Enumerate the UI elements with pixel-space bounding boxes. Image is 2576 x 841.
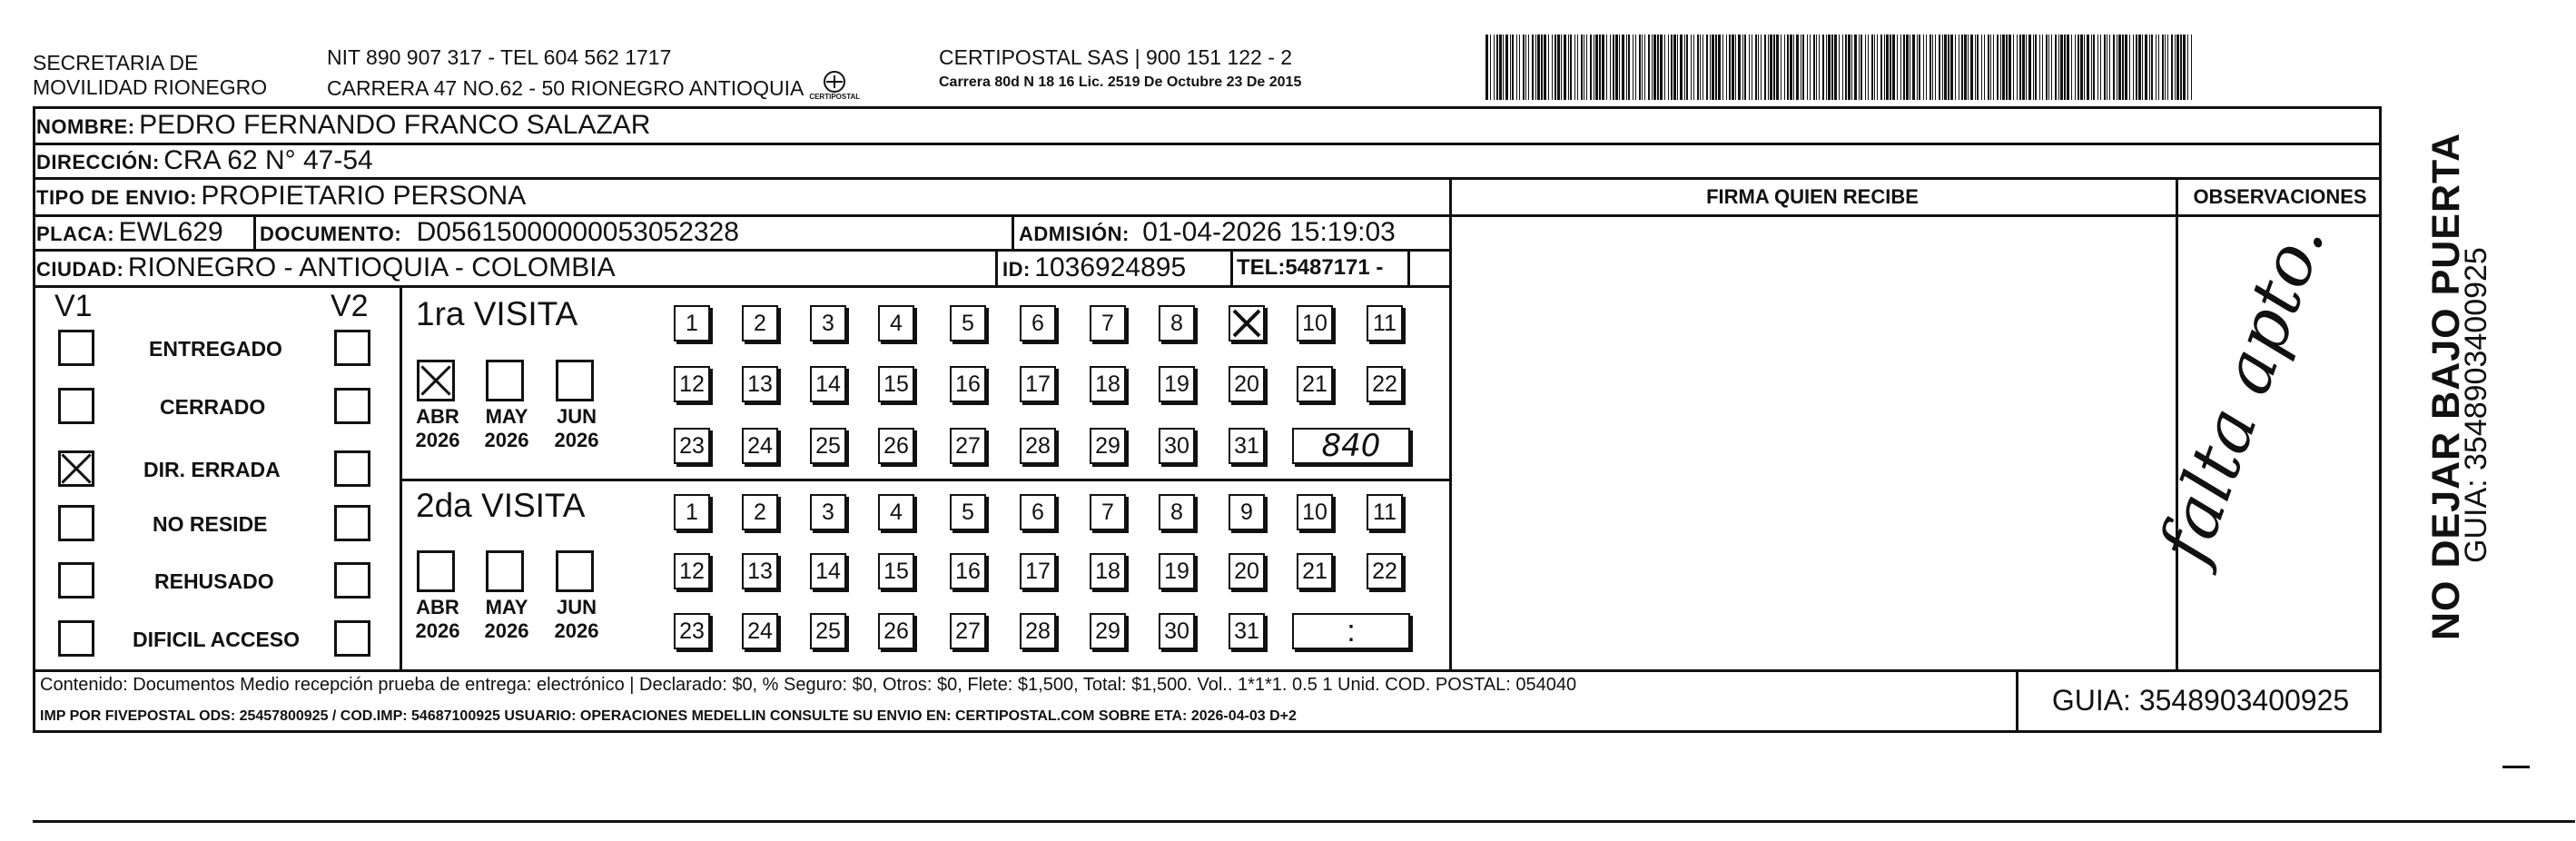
id-value: 1036924895 (1034, 252, 1187, 282)
visit1-day-box[interactable]: 24 (742, 428, 778, 464)
month-year: 2026 (484, 619, 529, 642)
admision-cell (1019, 216, 1396, 253)
visit1-day-box[interactable]: 26 (878, 428, 914, 464)
visit2-day-box[interactable]: 12 (674, 553, 710, 589)
certipostal-logo (809, 70, 860, 101)
visit2-day-box[interactable]: 6 (1020, 494, 1056, 530)
placa-label: PLACA: (36, 223, 115, 245)
logo-text: CERTIPOSTAL (809, 93, 861, 101)
ciudad-label: CIUDAD: (36, 258, 124, 281)
id-cell (1002, 252, 1186, 289)
visit2-day-box[interactable]: 13 (742, 553, 778, 589)
barcode (1485, 35, 2203, 100)
address-line: CARRERA 47 NO.62 - 50 RIONEGRO ANTIOQUIA (327, 76, 804, 100)
visit2-day-box[interactable]: 31 (1229, 613, 1265, 649)
visit1-day-box[interactable]: 3 (810, 305, 846, 341)
admision-label: ADMISIÓN: (1019, 223, 1130, 245)
courier-name: CERTIPOSTAL SAS | 900 151 122 - 2 (939, 45, 1293, 69)
visit1-day-box[interactable]: 15 (878, 366, 914, 402)
placa-cell (36, 216, 223, 253)
visit1-month-checkbox[interactable] (556, 360, 594, 401)
visit1-day-box[interactable]: 7 (1090, 305, 1126, 341)
direccion-value: CRA 62 N° 47-54 (163, 145, 373, 175)
documento-value: D05615000000053052328 (416, 217, 739, 247)
observation-handwriting: falta apto. (2143, 211, 2341, 573)
visit2-day-box[interactable]: 29 (1090, 613, 1126, 649)
visit2-day-box[interactable]: 30 (1159, 613, 1195, 649)
visit1-day-box[interactable]: 11 (1367, 305, 1403, 341)
visit2-day-box[interactable]: 7 (1090, 494, 1126, 530)
visit1-day-box[interactable]: 19 (1159, 366, 1195, 402)
visit2-month-checkbox[interactable] (556, 550, 594, 592)
v2-checkbox[interactable] (334, 450, 370, 487)
visit2-day-box[interactable]: 25 (810, 613, 846, 649)
visit2-day-box[interactable]: 15 (878, 553, 914, 589)
visit2-day-box[interactable]: 17 (1020, 553, 1056, 589)
month-year: 2026 (484, 429, 529, 451)
visit1-month-label (545, 405, 608, 452)
certipostal-logo-icon (818, 70, 851, 94)
documento-cell (260, 216, 739, 253)
org-name (33, 51, 267, 100)
id-label: ID: (1002, 258, 1031, 281)
month-name: JUN (556, 405, 597, 428)
visit1-day-box[interactable]: 31 (1229, 428, 1265, 464)
visit1-day-box[interactable] (1229, 305, 1265, 341)
visit1-day-box[interactable]: 5 (950, 305, 986, 341)
visit1-day-box[interactable]: 28 (1020, 428, 1056, 464)
month-name: ABR (416, 596, 459, 618)
month-year: 2026 (415, 429, 460, 451)
visit1-day-box[interactable]: 12 (674, 366, 710, 402)
visit1-day-box[interactable]: 22 (1367, 366, 1403, 402)
visit1-day-box[interactable]: 27 (950, 428, 986, 464)
visit1-day-box[interactable]: 8 (1159, 305, 1195, 341)
visit1-day-box[interactable]: 2 (742, 305, 778, 341)
visit2-day-box[interactable]: 2 (742, 494, 778, 530)
visit2-title: 2da VISITA (416, 487, 586, 524)
visit2-month-label (406, 596, 469, 643)
v2-checkbox[interactable] (334, 330, 370, 366)
v1-checkbox[interactable] (58, 450, 94, 487)
visit1-day-box[interactable]: 14 (810, 366, 846, 402)
edge-mark (2502, 766, 2530, 768)
visit1-month-checkbox[interactable] (486, 360, 524, 401)
ciudad-value: RIONEGRO - ANTIOQUIA - COLOMBIA (127, 252, 616, 282)
v1-checkbox[interactable] (58, 505, 94, 541)
documento-label: DOCUMENTO: (260, 223, 402, 245)
month-name: MAY (485, 405, 528, 428)
direccion-label: DIRECCIÓN: (36, 151, 160, 173)
placa-value: EWL629 (118, 217, 223, 247)
visit1-day-box[interactable]: 13 (742, 366, 778, 402)
visit1-day-box[interactable]: 20 (1229, 366, 1265, 402)
v1-header: V1 (54, 289, 93, 323)
courier-license: Carrera 80d N 18 16 Lic. 2519 De Octubre 23 De 2015 (939, 74, 1302, 90)
visit1-day-box[interactable]: 6 (1020, 305, 1056, 341)
observaciones-header: OBSERVACIONES (2193, 185, 2367, 208)
visit1-month-checkbox[interactable] (417, 360, 455, 401)
visit1-time-box[interactable]: 840 (1292, 428, 1410, 464)
side-warning: NO DEJAR BAJO PUERTA (2424, 132, 2468, 640)
visit1-day-box[interactable]: 30 (1159, 428, 1195, 464)
visit2-day-box[interactable]: 27 (950, 613, 986, 649)
v2-checkbox[interactable] (334, 388, 370, 424)
admision-value: 01-04-2026 15:19:03 (1142, 217, 1396, 247)
v1-checkbox[interactable] (58, 330, 94, 366)
org-contact (327, 45, 860, 101)
month-year: 2026 (415, 619, 460, 642)
ciudad-cell (36, 252, 616, 289)
visit2-time-box[interactable]: : (1292, 613, 1410, 649)
visit2-day-box[interactable]: 21 (1297, 553, 1333, 589)
visit1-month-label (475, 405, 538, 452)
visit2-month-label (545, 596, 608, 643)
direccion-row (36, 144, 373, 182)
month-year: 2026 (554, 429, 599, 451)
visit2-day-box[interactable]: 3 (810, 494, 846, 530)
nombre-value: PEDRO FERNANDO FRANCO SALAZAR (139, 110, 651, 140)
org-line-2: MOVILIDAD RIONEGRO (33, 75, 268, 99)
visit2-day-box[interactable]: 28 (1020, 613, 1056, 649)
bottom-edge (33, 820, 2575, 823)
v2-checkbox[interactable] (334, 620, 370, 657)
visit2-day-box[interactable]: 11 (1367, 494, 1403, 530)
visit2-day-box[interactable]: 4 (878, 494, 914, 530)
v1-checkbox[interactable] (58, 620, 94, 657)
visit2-day-box[interactable]: 18 (1090, 553, 1126, 589)
visit1-day-box[interactable]: 4 (878, 305, 914, 341)
footer-print-info: IMP POR FIVEPOSTAL ODS: 25457800925 / COD.IMP: 54687100925 USUARIO: OPERACIONES MEDELLIN CONSULTE SU ENVIO EN: CERTIPOSTAL.COM SOBRE ETA: 2026-04-03 D+2 (40, 708, 1297, 724)
visit1-day-box[interactable]: 21 (1297, 366, 1333, 402)
nombre-row (36, 109, 650, 146)
visit2-day-box[interactable]: 10 (1297, 494, 1333, 530)
visit2-month-checkbox[interactable] (417, 550, 455, 592)
visit2-day-box[interactable]: 22 (1367, 553, 1403, 589)
visit1-day-box[interactable]: 25 (810, 428, 846, 464)
tipo-row (36, 180, 526, 217)
firma-header: FIRMA QUIEN RECIBE (1706, 185, 1919, 208)
visit2-day-box[interactable]: 24 (742, 613, 778, 649)
tipo-label: TIPO DE ENVIO: (36, 186, 197, 209)
month-name: MAY (485, 596, 528, 618)
footer-content: Contenido: Documentos Medio recepción prueba de entrega: electrónico | Declarado: $0, % Seguro: $0, Otros: $0, Flete: $1,500, Total: $1,500. Vol.. 1*1*1. 0.5 1 Unid. COD. POSTAL: 054040 (40, 675, 1577, 695)
tipo-value: PROPIETARIO PERSONA (201, 181, 527, 211)
v1-checkbox[interactable] (58, 562, 94, 599)
visit1-day-box[interactable]: 1 (674, 305, 710, 341)
visit1-title: 1ra VISITA (416, 295, 578, 332)
v2-header: V2 (331, 289, 369, 323)
visit2-day-box[interactable]: 8 (1159, 494, 1195, 530)
month-name: JUN (556, 596, 597, 618)
status-label: NO RESIDE (153, 512, 268, 536)
visit2-day-box[interactable]: 1 (674, 494, 710, 530)
visit2-day-box[interactable]: 23 (674, 613, 710, 649)
visit1-day-box[interactable]: 29 (1090, 428, 1126, 464)
visit2-day-box[interactable]: 19 (1159, 553, 1195, 589)
visit2-month-checkbox[interactable] (486, 550, 524, 592)
status-label: CERRADO (160, 395, 266, 419)
status-label: DIR. ERRADA (143, 458, 281, 481)
footer-guia: GUIA: 3548903400925 (2051, 684, 2350, 717)
nombre-label: NOMBRE: (36, 115, 135, 138)
month-name: ABR (416, 405, 459, 428)
barcode-bar (2192, 35, 2194, 100)
v2-checkbox[interactable] (334, 562, 370, 599)
status-label: DIFICIL ACCESO (133, 628, 301, 651)
visit1-day-box[interactable]: 18 (1090, 366, 1126, 402)
visit1-month-label (406, 405, 469, 452)
tel-value: TEL:5487171 - (1237, 255, 1384, 280)
visit1-day-box[interactable]: 23 (674, 428, 710, 464)
org-line-1: SECRETARIA DE (33, 51, 199, 74)
visit2-day-box[interactable]: 5 (950, 494, 986, 530)
day-check-mark-icon (1230, 307, 1263, 340)
nit-line: NIT 890 907 317 - TEL 604 562 1717 (327, 45, 672, 69)
side-guia: GUIA: 3548903400925 (2459, 247, 2493, 563)
month-year: 2026 (554, 619, 599, 642)
v1-checkbox[interactable] (58, 388, 94, 424)
v2-checkbox[interactable] (334, 505, 370, 541)
visit2-day-box[interactable]: 16 (950, 553, 986, 589)
visit1-day-box[interactable]: 10 (1297, 305, 1333, 341)
visit2-day-box[interactable]: 26 (878, 613, 914, 649)
visit1-day-box[interactable]: 17 (1020, 366, 1056, 402)
visit2-day-box[interactable]: 14 (810, 553, 846, 589)
visit2-month-label (475, 596, 538, 643)
visit2-day-box[interactable]: 9 (1229, 494, 1265, 530)
status-label: REHUSADO (154, 569, 274, 593)
status-label: ENTREGADO (149, 337, 282, 361)
visit2-day-box[interactable]: 20 (1229, 553, 1265, 589)
visit1-day-box[interactable]: 16 (950, 366, 986, 402)
